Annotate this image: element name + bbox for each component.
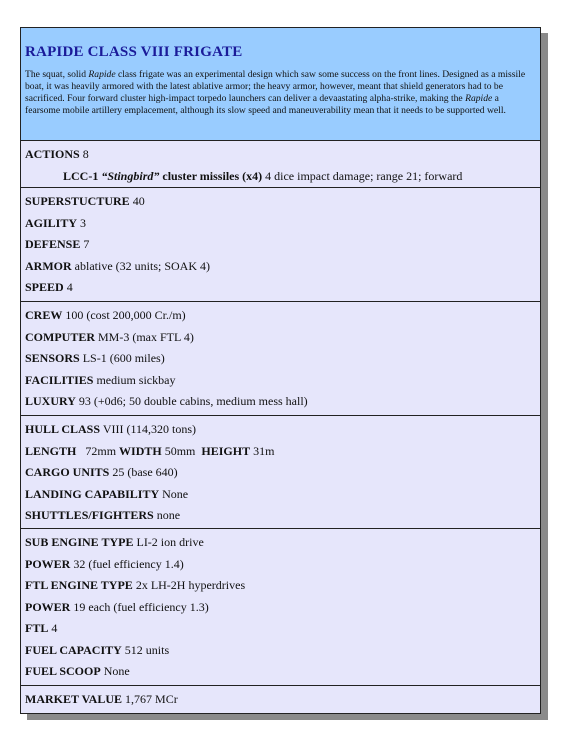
stat-label: SUPERSTUCTURE bbox=[25, 194, 130, 208]
stat-value: 1,767 MCr bbox=[125, 692, 178, 706]
ship-stat-card bbox=[20, 27, 541, 714]
stat-label: CREW bbox=[25, 308, 63, 322]
stat-value: 93 (+0d6; 50 double cabins, medium mess hall) bbox=[78, 394, 308, 408]
stat-value: 40 bbox=[132, 194, 145, 208]
weapon-designation: LCC-1 bbox=[63, 168, 99, 183]
hull-section bbox=[21, 416, 540, 529]
weapon-row bbox=[25, 166, 536, 188]
stat-value: 4 bbox=[51, 621, 58, 635]
description-ship-name: Rapide bbox=[465, 93, 493, 104]
stat-value: 7 bbox=[83, 237, 90, 251]
stat-row bbox=[25, 419, 536, 441]
stat-row bbox=[25, 370, 536, 392]
crew-section bbox=[21, 302, 540, 416]
weapon-name: “Stingbird” bbox=[101, 168, 160, 183]
stat-value: 32 (fuel efficiency 1.4) bbox=[73, 556, 184, 571]
stat-row bbox=[25, 191, 536, 213]
stat-label: ACTIONS bbox=[25, 147, 80, 161]
stat-value: 25 (base 640) bbox=[112, 465, 178, 479]
stat-label: FUEL SCOOP bbox=[25, 664, 101, 678]
stat-value: VIII (114,320 tons) bbox=[102, 422, 197, 436]
stat-row bbox=[25, 618, 536, 640]
stat-label: MARKET VALUE bbox=[25, 692, 123, 706]
stat-row bbox=[25, 348, 536, 370]
stat-value: LS-1 (600 miles) bbox=[82, 351, 165, 365]
stat-value: 512 units bbox=[124, 642, 170, 657]
stat-label: FTL ENGINE TYPE bbox=[25, 578, 133, 592]
stat-row bbox=[25, 391, 536, 413]
stat-row bbox=[25, 640, 536, 662]
stat-label: HULL CLASS bbox=[25, 422, 101, 436]
description-text: The squat, solid bbox=[25, 69, 89, 80]
card-header bbox=[21, 28, 540, 141]
stat-value: MM-3 (max FTL 4) bbox=[98, 329, 194, 344]
stat-value: medium sickbay bbox=[96, 372, 176, 387]
market-section bbox=[21, 686, 540, 711]
stat-value: 100 (cost 200,000 Cr./m) bbox=[65, 308, 186, 322]
stat-label: DEFENSE bbox=[25, 237, 81, 251]
ship-description bbox=[25, 69, 536, 117]
stat-label: LANDING CAPABILITY bbox=[25, 486, 160, 501]
stat-label: SHUTTLES/FIGHTERS bbox=[25, 508, 154, 522]
stat-label: SPEED bbox=[25, 280, 64, 294]
stat-value: 3 bbox=[80, 215, 87, 230]
stat-row bbox=[25, 213, 536, 235]
stat-row bbox=[25, 505, 536, 527]
stat-row bbox=[25, 234, 536, 256]
stat-label: FUEL CAPACITY bbox=[25, 642, 122, 657]
stat-value: 72mm bbox=[85, 443, 117, 458]
description-text: class frigate was an experimental design which saw some success on the front lines. Designed as a missile boat, it was heavily armored with the latest ablative armor; the heavy armor, however, meant that shield generators had to be sacrificed. Four forward cluster high-impact torpedo launchers can deliver a devaastating alpha-strike, making the bbox=[25, 69, 526, 104]
stat-label: WIDTH bbox=[119, 443, 162, 458]
stat-label: CARGO UNITS bbox=[25, 465, 110, 479]
engines-section bbox=[21, 529, 540, 686]
stat-label: POWER bbox=[25, 599, 71, 614]
stat-row bbox=[25, 277, 536, 299]
stat-value: 31m bbox=[253, 443, 275, 458]
stat-row bbox=[25, 462, 536, 484]
stat-label: AGILITY bbox=[25, 215, 78, 230]
stat-row bbox=[25, 661, 536, 683]
stat-value: none bbox=[156, 508, 181, 522]
stat-label: SUB ENGINE TYPE bbox=[25, 535, 134, 549]
structure-section bbox=[21, 188, 540, 302]
stat-label: COMPUTER bbox=[25, 329, 95, 344]
stat-row bbox=[25, 689, 536, 711]
stat-label: LENGTH bbox=[25, 443, 77, 458]
stat-label: ARMOR bbox=[25, 258, 72, 273]
stat-label: FACILITIES bbox=[25, 372, 94, 387]
stat-value: ablative (32 units; SOAK 4) bbox=[74, 258, 210, 273]
stat-label: HEIGHT bbox=[201, 443, 251, 458]
stat-label: POWER bbox=[25, 556, 71, 571]
stat-value: 19 each (fuel efficiency 1.3) bbox=[73, 599, 209, 614]
stat-value: 4 bbox=[66, 280, 73, 294]
stat-label: FTL bbox=[25, 621, 49, 635]
stat-value: LI-2 ion drive bbox=[136, 535, 204, 549]
stat-row bbox=[25, 305, 536, 327]
description-text: a fearsome mobile artillery emplacement, although its slow speed and maneuverability mean that it needs to be supported well. bbox=[25, 93, 506, 116]
stat-value: 50mm bbox=[164, 443, 196, 458]
dimensions-row bbox=[25, 441, 536, 463]
actions-section bbox=[21, 141, 540, 188]
stat-label: LUXURY bbox=[25, 394, 76, 408]
description-ship-name: Rapide bbox=[88, 69, 116, 80]
stat-value: None bbox=[162, 486, 189, 501]
stat-row bbox=[25, 575, 536, 597]
stat-value: 2x LH-2H hyperdrives bbox=[135, 578, 246, 592]
weapon-type: cluster missiles (x4) bbox=[162, 168, 263, 183]
stat-row bbox=[25, 554, 536, 576]
stat-row bbox=[25, 327, 536, 349]
stat-label: SENSORS bbox=[25, 351, 80, 365]
ship-title: RAPIDE CLASS VIII FRIGATE bbox=[25, 44, 243, 60]
stat-value: 8 bbox=[82, 147, 89, 161]
stat-row bbox=[25, 532, 536, 554]
actions-row bbox=[25, 144, 536, 166]
stat-row bbox=[25, 256, 536, 278]
stat-value: None bbox=[103, 664, 130, 678]
weapon-details: 4 dice impact damage; range 21; forward bbox=[265, 168, 463, 183]
stat-row bbox=[25, 484, 536, 506]
stat-row bbox=[25, 597, 536, 619]
